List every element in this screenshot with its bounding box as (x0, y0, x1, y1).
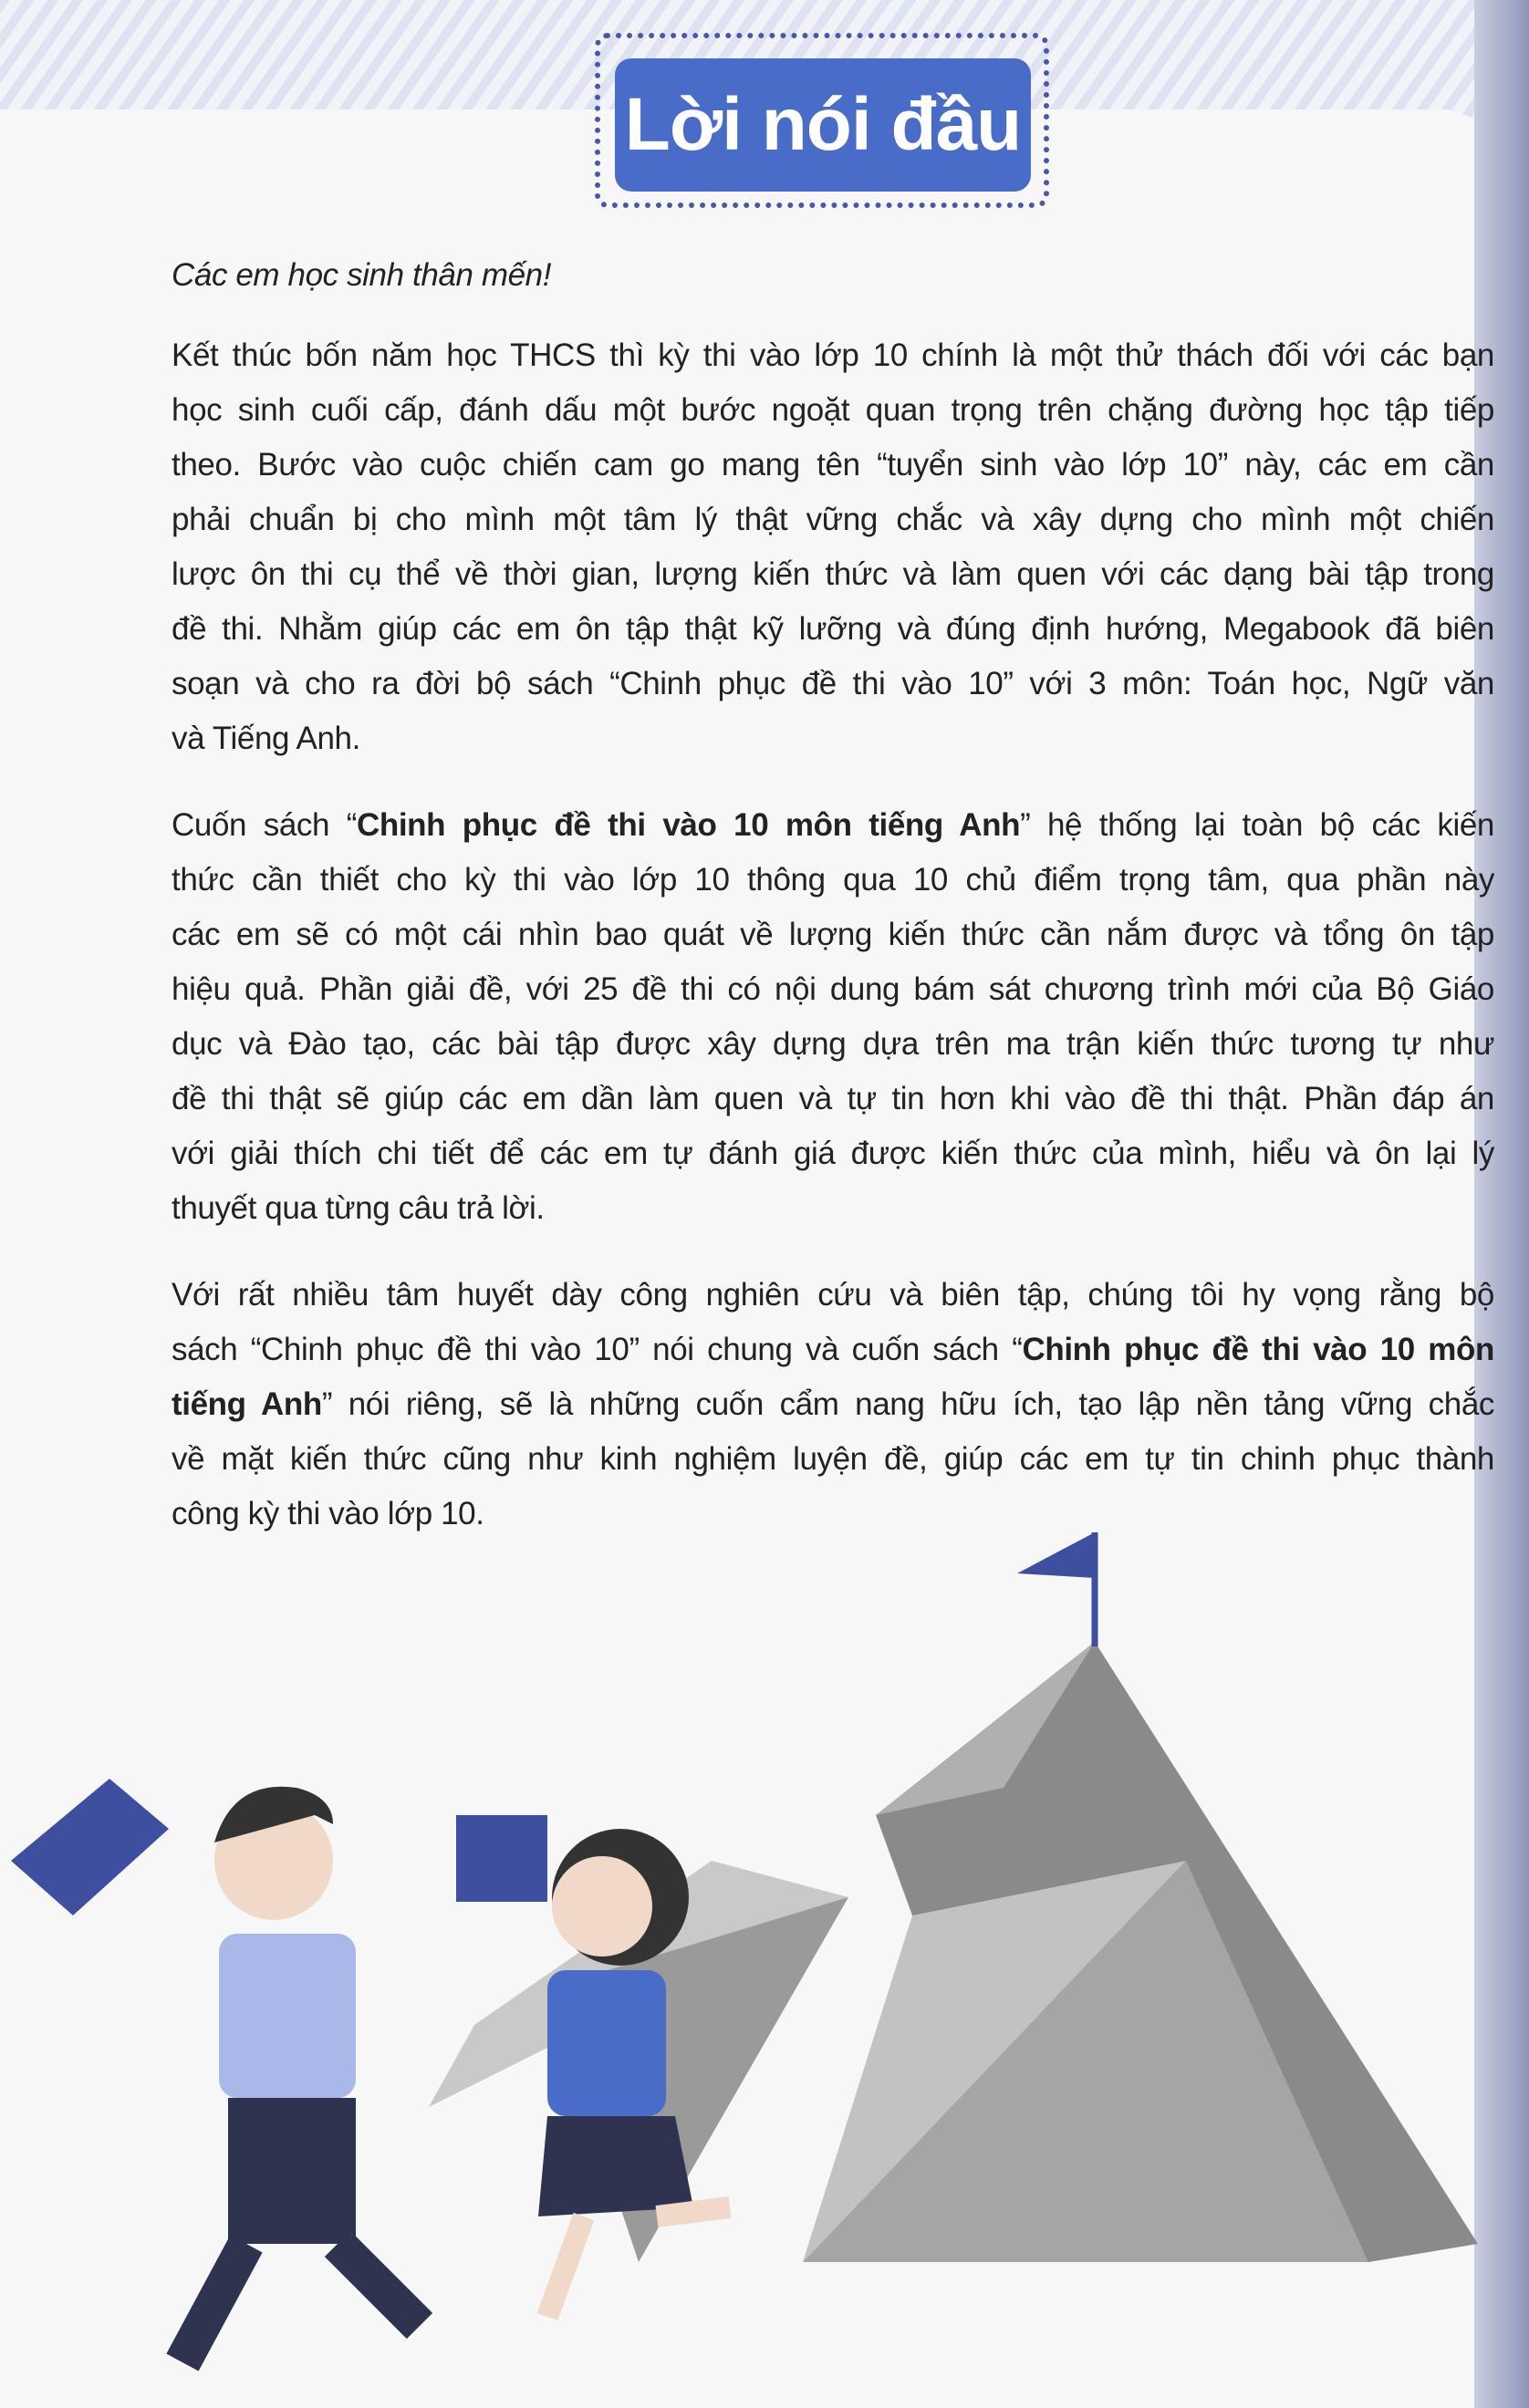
bold-book-title: Chinh phục đề thi vào 10 môn (1022, 1332, 1494, 1367)
text-segment: các em sẽ có một cái nhìn bao quát về lượng kiến thức cần nắm được và tổng ôn tập (172, 917, 1494, 952)
students-mountain-illustration (0, 1514, 1496, 2408)
text-line (172, 547, 1494, 602)
text-line (172, 493, 1494, 547)
text-segment: Cuốn sách “ (172, 807, 357, 843)
paragraph-2 (172, 798, 1494, 1236)
text-segment: đề thi. Nhằm giúp các em ôn tập thật kỹ lưỡng và đúng định hướng, Megabook đã biên (172, 611, 1494, 647)
text-segment: thức cần thiết cho kỳ thi vào lớp 10 thông qua 10 chủ điểm trọng tâm, qua phần này (172, 862, 1494, 898)
text-segment: ” nói riêng, sẽ là những cuốn cẩm nang hữu ích, tạo lập nền tảng vững chắc (321, 1386, 1495, 1422)
text-segment: thuyết qua từng câu trả lời. (172, 1190, 545, 1226)
text-line (172, 1072, 1494, 1126)
text-line (172, 1377, 1494, 1432)
text-segment: Với rất nhiều tâm huyết dày công nghiên cứu và biên tập, chúng tôi hy vọng rằng bộ (172, 1277, 1494, 1313)
text-segment: về mặt kiến thức cũng như kinh nghiệm luyện đề, giúp các em tự tin chinh phục thành (172, 1441, 1494, 1477)
text-segment: phải chuẩn bị cho mình một tâm lý thật vững chắc và xây dựng cho mình một chiến (172, 502, 1494, 537)
bold-book-title: Chinh phục đề thi vào 10 môn tiếng Anh (356, 807, 1021, 843)
text-segment: công kỳ thi vào lớp 10. (172, 1496, 484, 1531)
text-line (172, 962, 1494, 1017)
text-segment: theo. Bước vào cuộc chiến cam go mang tên “tuyển sinh vào lớp 10” này, các em cần (172, 447, 1494, 483)
text-segment: dục và Đào tạo, các bài tập được xây dựng dựa trên ma trận kiến thức tương tự như (172, 1026, 1494, 1062)
text-segment: lược ôn thi cụ thể về thời gian, lượng kiến thức và làm quen với các dạng bài tập trong (172, 556, 1494, 592)
text-line (172, 1323, 1494, 1377)
text-line (172, 1017, 1494, 1072)
text-line (172, 908, 1494, 962)
text-line (172, 1181, 1494, 1236)
text-line (172, 328, 1494, 383)
text-segment: đề thi thật sẽ giúp các em dần làm quen và tự tin hơn khi vào đề thi thật. Phần đáp án (172, 1081, 1494, 1116)
text-line (172, 383, 1494, 438)
text-segment: với giải thích chi tiết để các em tự đánh giá được kiến thức của mình, hiểu và ôn lại lý (172, 1136, 1494, 1171)
text-segment: Kết thúc bốn năm học THCS thì kỳ thi vào lớp 10 chính là một thử thách đối với các bạn (172, 337, 1494, 373)
text-line (172, 602, 1494, 657)
text-segment: và Tiếng Anh. (172, 721, 360, 756)
boy-student-icon (11, 1779, 420, 2362)
title-banner (615, 58, 1031, 192)
text-segment: hiệu quả. Phần giải đề, với 25 đề thi có nội dung bám sát chương trình mới của Bộ Giáo (172, 971, 1494, 1007)
text-line (172, 798, 1494, 853)
text-line (172, 657, 1494, 711)
bold-book-title: tiếng Anh (172, 1386, 322, 1422)
greeting: Các em học sinh thân mến! (172, 257, 552, 293)
flag-icon (1017, 1532, 1095, 1646)
text-segment: soạn và cho ra đời bộ sách “Chinh phục đề thi vào 10” với 3 môn: Toán học, Ngữ văn (172, 666, 1494, 701)
text-line (172, 1268, 1494, 1323)
text-line (172, 853, 1494, 908)
text-segment: học sinh cuối cấp, đánh dấu một bước ngoặt quan trọng trên chặng đường học tập tiếp (172, 392, 1494, 428)
paragraph-3 (172, 1268, 1494, 1541)
text-line (172, 1432, 1494, 1487)
text-line (172, 711, 1494, 766)
text-line (172, 438, 1494, 493)
text-segment: ” hệ thống lại toàn bộ các kiến (1020, 807, 1494, 843)
paragraph-1 (172, 328, 1494, 766)
text-line (172, 1126, 1494, 1181)
page-title: Lời nói đầu (624, 83, 1022, 166)
text-segment: sách “Chinh phục đề thi vào 10” nói chung và cuốn sách “ (172, 1332, 1023, 1367)
